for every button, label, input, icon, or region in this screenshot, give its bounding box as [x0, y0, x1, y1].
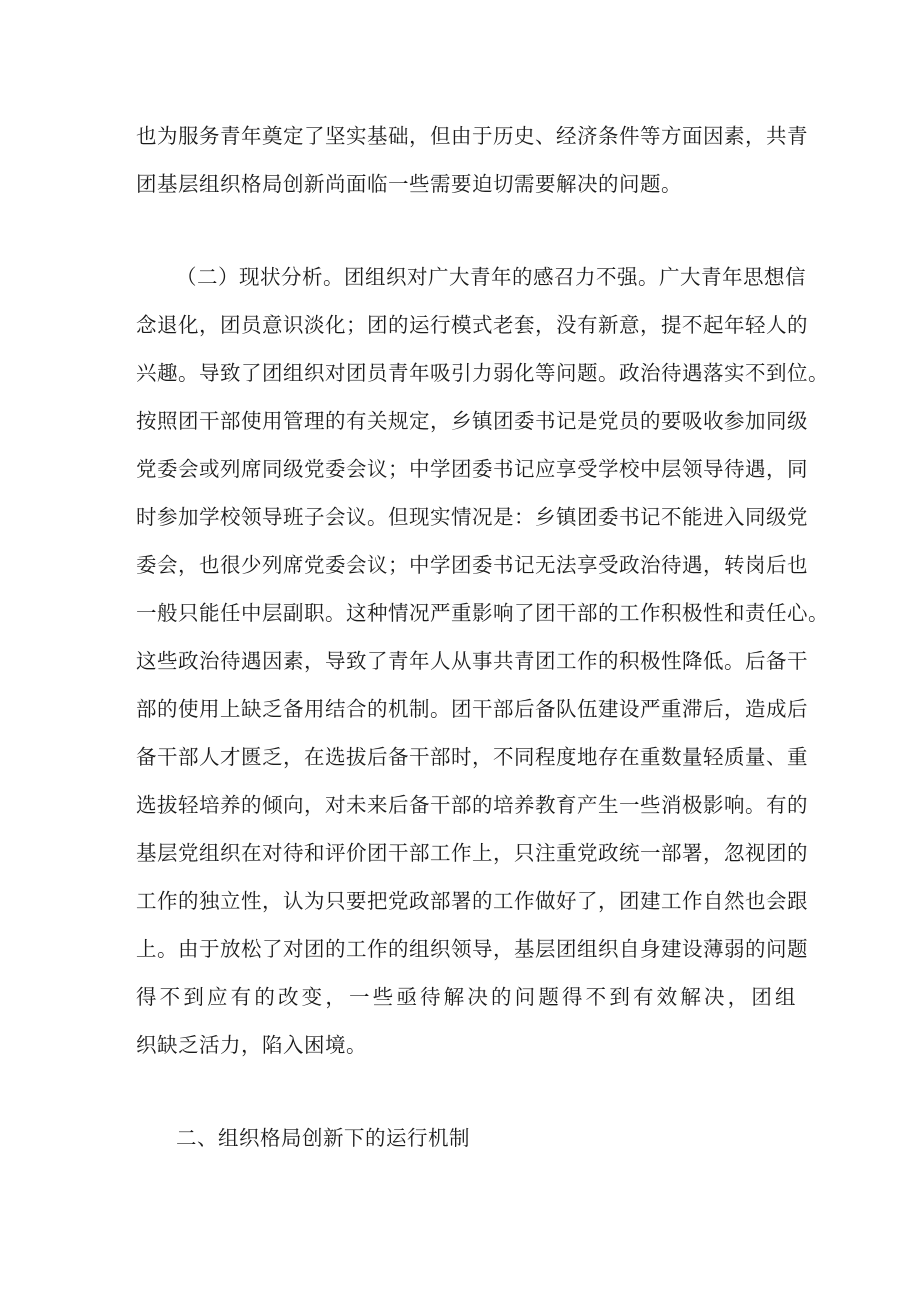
paragraph-status-line-2: 念退化，团员意识淡化；团的运行模式老套，没有新意，提不起年轻人的	[136, 313, 808, 337]
paragraph-status-line-9: 这些政治待遇因素，导致了青年人从事共青团工作的积极性降低。后备干	[136, 649, 808, 673]
paragraph-status-line-1: （二）现状分析。团组织对广大青年的感召力不强。广大青年思想信	[176, 265, 806, 289]
section-heading: 二、组织格局创新下的运行机制	[176, 1126, 470, 1150]
paragraph-status-line-17: 织缺乏活力，陷入困境。	[136, 1033, 367, 1057]
paragraph-status-line-11: 备干部人才匮乏，在选拔后备干部时，不同程度地存在重数量轻质量、重	[136, 745, 808, 769]
paragraph-status-line-8: 一般只能任中层副职。这种情况严重影响了团干部的工作积极性和责任心。	[136, 601, 829, 625]
paragraph-status-line-4: 按照团干部使用管理的有关规定，乡镇团委书记是党员的要吸收参加同级	[136, 409, 808, 433]
paragraph-status-line-13: 基层党组织在对待和评价团干部工作上，只注重党政统一部署，忽视团的	[136, 841, 808, 865]
paragraph-status-line-10: 部的使用上缺乏备用结合的机制。团干部后备队伍建设严重滞后，造成后	[136, 697, 808, 721]
paragraph-intro-line-1: 也为服务青年奠定了坚实基础，但由于历史、经济条件等方面因素，共青	[136, 124, 808, 148]
paragraph-status-line-12: 选拔轻培养的倾向，对未来后备干部的培养教育产生一些消极影响。有的	[136, 793, 808, 817]
paragraph-status-line-7: 委会，也很少列席党委会议；中学团委书记无法享受政治待遇，转岗后也	[136, 553, 808, 577]
paragraph-status-line-6: 时参加学校领导班子会议。但现实情况是：乡镇团委书记不能进入同级党	[136, 505, 808, 529]
paragraph-status-line-16: 得不到应有的改变，一些亟待解决的问题得不到有效解决，团组	[136, 985, 796, 1009]
paragraph-status-line-14: 工作的独立性，认为只要把党政部署的工作做好了，团建工作自然也会跟	[136, 889, 808, 913]
paragraph-status-line-5: 党委会或列席同级党委会议；中学团委书记应享受学校中层领导待遇，同	[136, 457, 808, 481]
paragraph-intro-line-2: 团基层组织格局创新尚面临一些需要迫切需要解决的问题。	[136, 172, 682, 196]
paragraph-status-line-3: 兴趣。导致了团组织对团员青年吸引力弱化等问题。政治待遇落实不到位。	[136, 361, 829, 385]
paragraph-status-line-15: 上。由于放松了对团的工作的组织领导，基层团组织自身建设薄弱的问题	[136, 937, 808, 961]
